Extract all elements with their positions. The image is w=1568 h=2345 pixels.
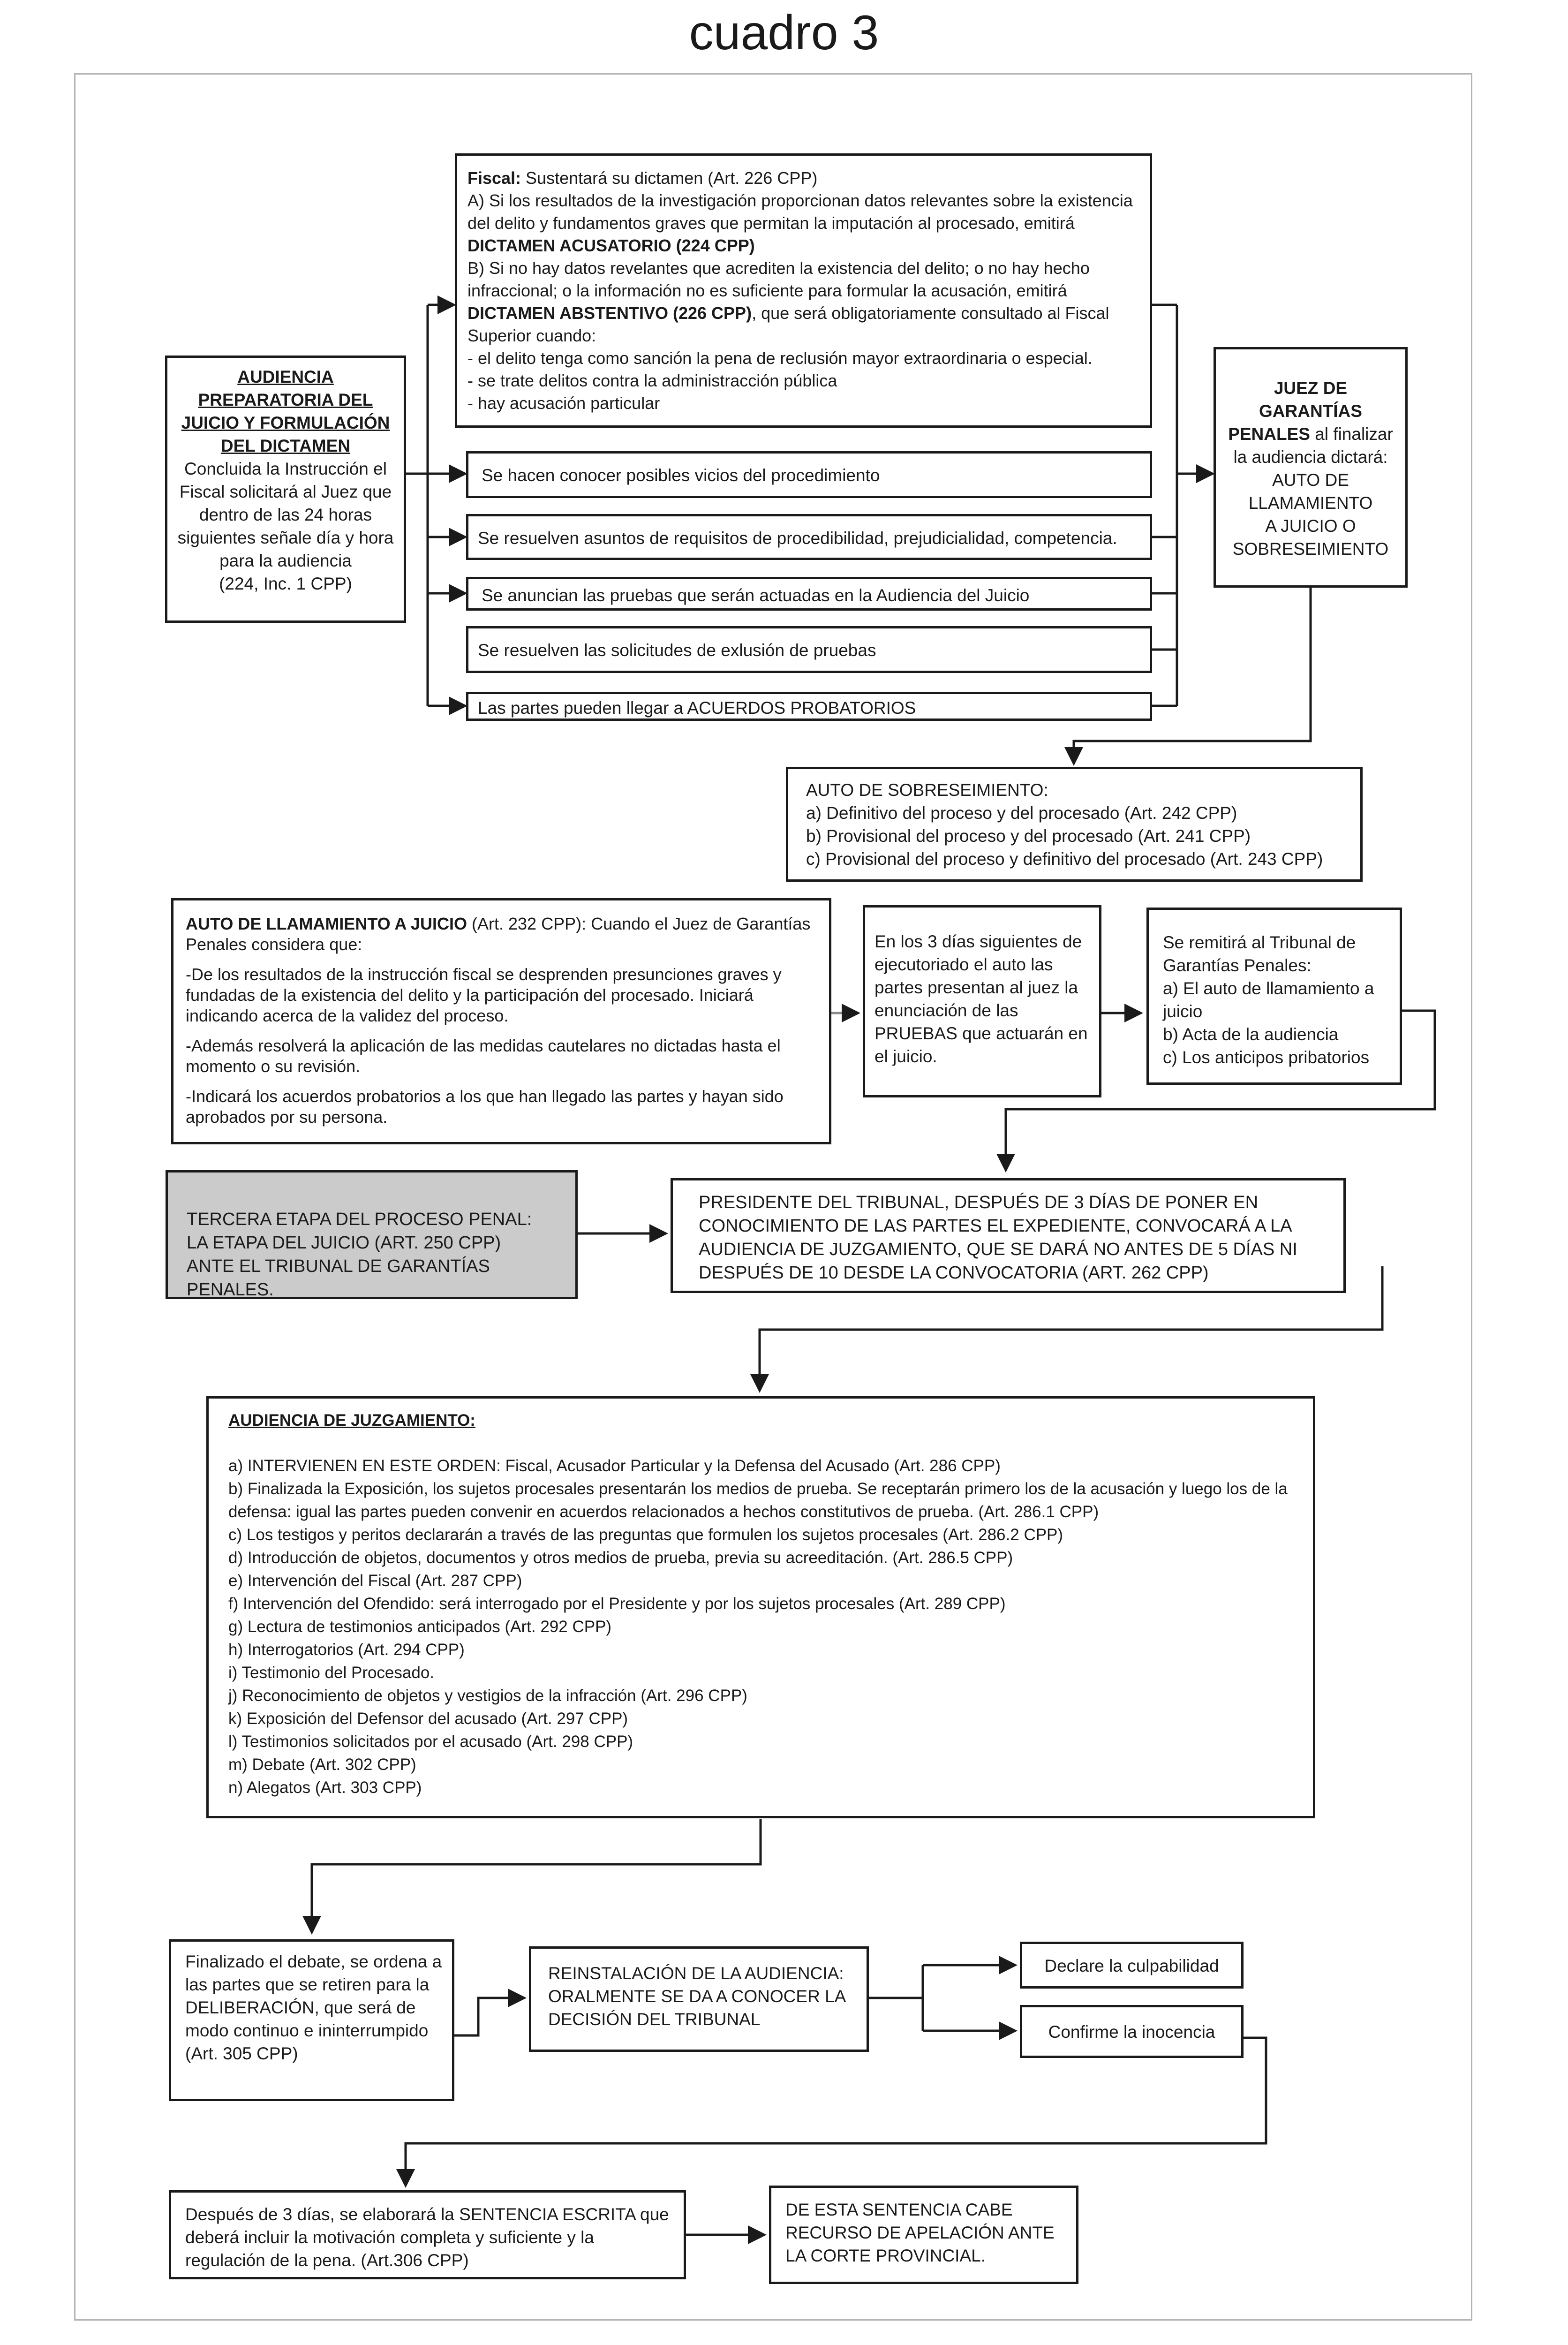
llamamiento-paragraph: -Indicará los acuerdos probatorios a los que han llegado las partes y hayan sido aprobados por su persona. bbox=[186, 1087, 784, 1127]
sobreseimiento-item: c) Provisional del proceso y definitivo del procesado (Art. 243 CPP) bbox=[806, 849, 1323, 869]
arrow-to-reinstalacion bbox=[454, 1998, 524, 2035]
audiencia-preparatoria-box bbox=[165, 356, 406, 623]
step-box bbox=[466, 692, 1152, 721]
page-title: cuadro 3 bbox=[689, 6, 879, 60]
reinstalacion-text: REINSTALACIÓN DE LA AUDIENCIA: ORALMENTE SE DA A CONOCER LA DECISIÓN DEL TRIBUNAL bbox=[548, 1964, 845, 2029]
audiencia-preparatoria-ref: (224, Inc. 1 CPP) bbox=[219, 574, 352, 593]
culpabilidad-text: Declare la culpabilidad bbox=[1044, 1956, 1219, 1975]
remitira-item: c) Los anticipos pribatorios bbox=[1163, 1048, 1370, 1067]
juez-option: AUTO DE LLAMAMIENTO bbox=[1248, 470, 1373, 513]
fiscal-condition: - el delito tenga como sanción la pena de reclusión mayor extraordinaria o especial. bbox=[467, 348, 1093, 368]
remitira-item: b) Acta de la audiencia bbox=[1163, 1025, 1339, 1044]
step-text: Se resuelven asuntos de requisitos de procedibilidad, prejudicialidad, competencia. bbox=[478, 529, 1117, 548]
fiscal-box bbox=[455, 153, 1152, 428]
arrow-to-sobreseimiento bbox=[1074, 588, 1311, 764]
step-text: Se hacen conocer posibles vicios del procedimiento bbox=[482, 466, 880, 485]
juez-option: SOBRESEIMIENTO bbox=[1232, 539, 1389, 559]
juzgamiento-item: c) Los testigos y peritos declararán a través de las preguntas que formulen los sujetos procesales (Art. 286.2 CPP) bbox=[228, 1526, 1063, 1544]
juzgamiento-item: h) Interrogatorios (Art. 294 CPP) bbox=[228, 1641, 465, 1659]
fiscal-condition: - se trate delitos contra la administracción pública bbox=[467, 371, 837, 390]
tercera-etapa-line: ANTE EL TRIBUNAL DE GARANTÍAS PENALES. bbox=[187, 1256, 490, 1300]
reinstalacion-box bbox=[529, 1946, 869, 2052]
step-text: Se resuelven las solicitudes de exlusión de pruebas bbox=[478, 641, 876, 660]
arrow-to-deliberacion bbox=[312, 1819, 761, 1932]
sentencia-text: Después de 3 días, se elaborará la SENTENCIA ESCRITA que deberá incluir la motivación completa y suficiente y la regulación de la pena. (Art.306 CPP) bbox=[185, 2205, 669, 2270]
juzgamiento-item: a) INTERVIENEN EN ESTE ORDEN: Fiscal, Acusador Particular y la Defensa del Acusado (Art. 286 CPP) bbox=[228, 1457, 1001, 1475]
fiscal-label: Fiscal: bbox=[467, 168, 521, 188]
audiencia-preparatoria-body: Concluida la Instrucción el Fiscal solicitará al Juez que dentro de las 24 horas siguientes señale día y hora para la audiencia bbox=[177, 459, 394, 570]
audiencia-juzgamiento-box bbox=[206, 1396, 1315, 1818]
sobreseimiento-item: b) Provisional del proceso y del procesado (Art. 241 CPP) bbox=[806, 826, 1251, 846]
arrow-to-sentencia bbox=[406, 2038, 1266, 2186]
juez-box bbox=[1214, 347, 1408, 588]
juzgamiento-item: l) Testimonios solicitados por el acusado (Art. 298 CPP) bbox=[228, 1732, 633, 1751]
juzgamiento-item: e) Intervención del Fiscal (Art. 287 CPP) bbox=[228, 1572, 522, 1590]
remitira-box bbox=[1146, 908, 1402, 1085]
step-text: Se anuncian las pruebas que serán actuadas en la Audiencia del Juicio bbox=[482, 586, 1030, 605]
tres-dias-box bbox=[863, 905, 1101, 1097]
llamamiento-paragraph: -De los resultados de la instrucción fiscal se desprenden presunciones graves y fundadas de la existencia del delito y la participación del procesado. Iniciará indicando acerca de la validez del proceso. bbox=[186, 965, 782, 1025]
sentencia-box bbox=[169, 2190, 686, 2279]
step-box bbox=[466, 451, 1152, 498]
step-text: Las partes pueden llegar a ACUERDOS PROBATORIOS bbox=[478, 698, 916, 718]
dictamen-acusatorio: DICTAMEN ACUSATORIO (224 CPP) bbox=[467, 236, 755, 255]
juzgamiento-item: k) Exposición del Defensor del acusado (Art. 297 CPP) bbox=[228, 1710, 628, 1728]
juzgamiento-heading: AUDIENCIA DE JUZGAMIENTO: bbox=[228, 1411, 475, 1430]
fiscal-option-b: B) Si no hay datos revelantes que acrediten la existencia del delito; o no hay hecho infraccional; o la información no es suficiente para formular la acusación, emitirá bbox=[467, 258, 1090, 300]
juzgamiento-item: g) Lectura de testimonios anticipados (Art. 292 CPP) bbox=[228, 1618, 612, 1636]
remitira-intro: Se remitirá al Tribunal de Garantías Penales: bbox=[1163, 933, 1356, 975]
recurso-text: DE ESTA SENTENCIA CABE RECURSO DE APELACIÓN ANTE LA CORTE PROVINCIAL. bbox=[785, 2200, 1055, 2265]
presidente-box bbox=[671, 1178, 1346, 1293]
fiscal-option-b-tail: , que será obligatoriamente consultado al Fiscal Superior cuando: bbox=[467, 303, 1109, 345]
inocencia-box bbox=[1020, 2005, 1244, 2058]
juzgamiento-item: b) Finalizada la Exposición, los sujetos procesales presentarán los medios de prueba. Se receptarán primero los de la acusación y luego los de la defensa: igual las partes pueden convenir en acuerdos relacionados a hechos constitutivos de prueba. (Art. 286.1 CPP) bbox=[228, 1480, 1288, 1521]
step-box bbox=[466, 577, 1152, 611]
dictamen-abstentivo: DICTAMEN ABSTENTIVO (226 CPP) bbox=[467, 303, 752, 323]
juez-intro: al finalizar la audiencia dictará: bbox=[1233, 424, 1393, 467]
llamamiento-heading: AUTO DE LLAMAMIENTO A JUICIO bbox=[186, 914, 467, 933]
audiencia-preparatoria-heading: AUDIENCIA PREPARATORIA DEL JUICIO Y FORMULACIÓN DEL DICTAMEN bbox=[181, 367, 390, 455]
fiscal-option-a: A) Si los resultados de la investigación proporcionan datos relevantes sobre la existencia del delito y fundamentos graves que permitan la imputación al procesado, emitirá bbox=[467, 191, 1133, 233]
tercera-etapa-line: TERCERA ETAPA DEL PROCESO PENAL: bbox=[187, 1210, 532, 1229]
auto-llamamiento-box bbox=[171, 898, 831, 1144]
step-box bbox=[466, 626, 1152, 673]
sobreseimiento-heading: AUTO DE SOBRESEIMIENTO: bbox=[806, 780, 1048, 800]
presidente-text: PRESIDENTE DEL TRIBUNAL, DESPUÉS DE 3 DÍAS DE PONER EN CONOCIMIENTO DE LAS PARTES EL EXPEDIENTE, CONVOCARÁ A LA AUDIENCIA DE JUZGAMIENTO, QUE SE DARÁ NO ANTES DE 5 DÍAS NI DESPUÉS DE 10 DESDE LA CONVOCATORIA (ART. 262 CPP) bbox=[699, 1193, 1297, 1283]
juzgamiento-item: n) Alegatos (Art. 303 CPP) bbox=[228, 1778, 422, 1797]
juzgamiento-item: m) Debate (Art. 302 CPP) bbox=[228, 1755, 416, 1774]
juzgamiento-item: i) Testimonio del Procesado. bbox=[228, 1664, 435, 1682]
remitira-item: a) El auto de llamamiento a juicio bbox=[1163, 979, 1374, 1021]
llamamiento-paragraph: -Además resolverá la aplicación de las medidas cautelares no dictadas hasta el momento o su revisión. bbox=[186, 1036, 781, 1076]
culpabilidad-box bbox=[1020, 1942, 1244, 1989]
llamamiento-intro: (Art. 232 CPP): Cuando el Juez de Garantías Penales considera que: bbox=[186, 914, 811, 954]
sobreseimiento-item: a) Definitivo del proceso y del procesado (Art. 242 CPP) bbox=[806, 803, 1237, 823]
juzgamiento-item: d) Introducción de objetos, documentos y otros medios de prueba, previa su acreeditación. (Art. 286.5 CPP) bbox=[228, 1549, 1013, 1567]
tres-dias-text: En los 3 días siguientes de ejecutoriado el auto las partes presentan al juez la enunciación de las PRUEBAS que actuarán en el juicio. bbox=[874, 932, 1088, 1066]
juez-heading: JUEZ DE GARANTÍAS PENALES bbox=[1228, 378, 1362, 444]
fiscal-intro: Sustentará su dictamen (Art. 226 CPP) bbox=[521, 168, 818, 188]
juzgamiento-item: j) Reconocimiento de objetos y vestigios de la infracción (Art. 296 CPP) bbox=[228, 1687, 747, 1705]
tercera-etapa-line: LA ETAPA DEL JUICIO (ART. 250 CPP) bbox=[187, 1233, 501, 1253]
inocencia-text: Confirme la inocencia bbox=[1048, 2022, 1215, 2042]
recurso-box bbox=[769, 2186, 1078, 2284]
juzgamiento-item: f) Intervención del Ofendido: será interrogado por el Presidente y por los sujetos procesales (Art. 289 CPP) bbox=[228, 1595, 1006, 1613]
deliberacion-text: Finalizado el debate, se ordena a las partes que se retiren para la DELIBERACIÓN, que será de modo continuo e ininterrumpido (Art. 305 CPP) bbox=[185, 1952, 442, 2063]
step-box bbox=[466, 514, 1152, 560]
tercera-etapa-box bbox=[166, 1170, 578, 1299]
auto-sobreseimiento-box bbox=[786, 767, 1363, 882]
juez-option: A JUICIO O bbox=[1265, 516, 1356, 536]
deliberacion-box bbox=[169, 1939, 454, 2101]
fiscal-condition: - hay acusación particular bbox=[467, 393, 660, 413]
